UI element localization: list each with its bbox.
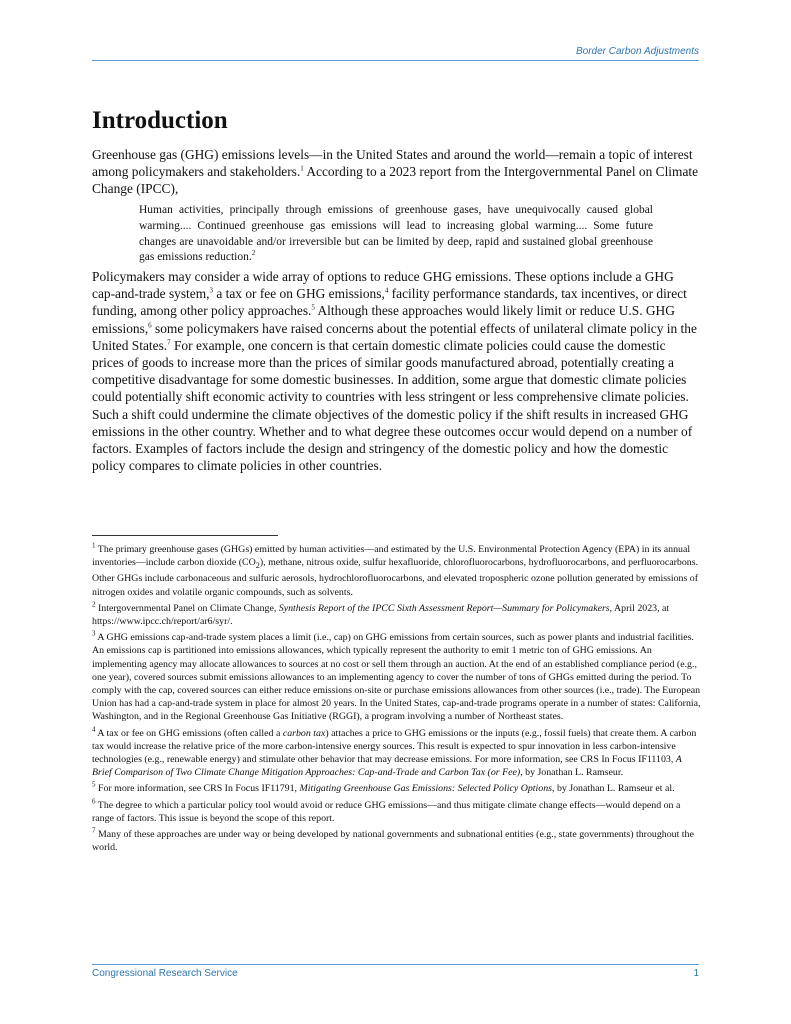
policy-text-b: a tax or fee on GHG emissions, (213, 286, 385, 302)
policy-text-f: For example, one concern is that certain domestic climate policies could cause the domestic prices of goods to increase more than the prices of similar goods manufactured abroad, potentially creating a competitive disadvantage for some domestic businesses. In addition, some argue that domestic climate policies could potentially shift economic activity to countries with less stringent or less comprehensive climate policies. Such a shift could undermine the climate objectives of the domestic policy if the shift results in increased GHG emissions in the other country. Whether and to what degree these outcomes occur would depend on a number of factors. Examples of factors include the design and stringency of the domestic policy and how the domestic policy compares to climate policies in other countries. (92, 337, 693, 474)
footnote-5 (92, 782, 702, 795)
footnote-ref-4[interactable]: 4 (384, 286, 389, 295)
policy-text-d: Although these approaches would likely limit or reduce U.S. GHG emissions, (92, 303, 675, 336)
footnote-ref-1[interactable]: 1 (300, 164, 304, 173)
footnote-text: A GHG emissions cap-and-trade system places a limit (i.e., cap) on GHG emissions from certain sources, such as power plants and industrial facilities. An emissions cap is partitioned into emissions allowances, which typically represent the authority to emit 1 metric ton of GHG emissions. An implementing agency may allocate allowances to sources at no cost or sell them through an auction. At the end of an established compliance period (e.g., one year), covered sources submit emissions allowances to an implementing agency to cover the number of tons of GHGs emitted during the period. To comply with the cap, covered sources can either reduce emissions on-site or purchase emissions allowances from other sources (i.e., trade). The European Union has had a cap-and-trade system in place for almost 20 years. In the United States, cap-and-trade programs operate in a number of states: California, Washington, and in the Regional Greenhouse Gas Initiative (RGGI), a program involving a number of Northeast states. (92, 632, 701, 723)
footnote-text: ), methane, nitrous oxide, sulfur hexafluoride, chlorofluorocarbons, hydrofluorocarbons, and perfluorocarbons. Other GHGs include carbonaceous and sulfuric aerosols, hydrochlorofluorocarbons, and elevated tropospheric ozone pollution generated by emissions of nitrogen oxides and volatile organic compounds, such as solvents. (92, 557, 699, 598)
footnote-number: 4 (92, 725, 96, 734)
footnote-2 (92, 602, 702, 628)
cited-title: Mitigating Greenhouse Gas Emissions: Selected Policy Options (299, 783, 552, 795)
footnote-ref-2[interactable]: 2 (251, 249, 256, 258)
intro-text-b: According to a 2023 report from the Intergovernmental Panel on Climate Change (IPCC), (92, 164, 699, 197)
cited-title: A Brief Comparison of Two Climate Change Mitigation Approaches: Cap-and-Trade and Carbon Tax (or Fee) (92, 754, 682, 779)
footnote-text: Many of these approaches are under way or being developed by national governments and subnational entities (e.g., state governments) throughout the world. (92, 829, 694, 854)
italic-term: carbon tax (282, 727, 326, 739)
footnote-separator (92, 535, 278, 536)
footnote-number: 2 (92, 600, 96, 609)
policy-paragraph (92, 268, 700, 474)
footnote-7 (92, 828, 702, 854)
footnote-4 (92, 727, 702, 780)
footnote-number: 7 (92, 826, 96, 835)
page-header (92, 46, 699, 61)
footnote-ref-6[interactable]: 6 (148, 321, 152, 330)
footnote-ref-3[interactable]: 3 (209, 286, 213, 295)
footnote-ref-5[interactable]: 5 (311, 303, 315, 312)
header-report-title: Border Carbon Adjustments (575, 46, 699, 57)
footnote-text: , April 2023, at https://www.ipcc.ch/report/ar6/syr/. (92, 602, 670, 627)
footnote-1 (92, 543, 702, 599)
footnote-text: The degree to which a particular policy tool would avoid or reduce GHG emissions—and thus mitigate climate change effects—would depend on a range of factors. This issue is beyond the scope of this report. (92, 799, 681, 824)
footnote-number: 3 (92, 629, 96, 638)
quote-text: Human activities, principally through emissions of greenhouse gases, have unequivocally caused global warming.... Continued greenhouse gas emissions will lead to increasing global warming.... Some future changes are unavoidable and/or irreversible but can be limited by deep, rapid and sustained global greenhouse gas emissions reduction. (139, 204, 653, 264)
footnote-text: A tax or fee on GHG emissions (often called a (95, 727, 283, 739)
footnote-text: ) attaches a price to GHG emissions or the inputs (e.g., fossil fuels) that create them. A carbon tax would increase the relative price of the more carbon-intensive energy sources. This result is expected to spur innovation in less carbon-intensive technologies (e.g., renewable energy) and stimulate other behavior that may decrease emissions. For more information, see CRS In Focus IF11103, (92, 727, 697, 766)
cited-title: Synthesis Report of the IPCC Sixth Assessment Report—Summary for Policymakers (278, 602, 610, 614)
page-footer (92, 964, 699, 981)
co2-subscript: 2 (255, 561, 260, 571)
footnote-text: , by Jonathan L. Ramseur et al. (552, 783, 675, 795)
intro-text-a: Greenhouse gas (GHG) emissions levels—in the United States and around the world—remain a topic of interest among policymakers and stakeholders. (92, 147, 693, 180)
policy-text-a: Policymakers may consider a wide array of options to reduce GHG emissions. These options include a GHG cap-and-trade system, (92, 269, 674, 302)
footnote-text: The primary greenhouse gases (GHGs) emitted by human activities—and estimated by the U.S. Environmental Protection Agency (EPA) in its annual inventories—include carbon dioxide (CO (92, 544, 691, 569)
ipcc-block-quote (139, 203, 653, 266)
footnote-number: 5 (92, 781, 96, 790)
footnote-number: 6 (92, 797, 96, 806)
footnote-6 (92, 799, 702, 825)
section-heading: Introduction (92, 107, 228, 134)
intro-paragraph (92, 146, 700, 198)
policy-text-c: facility performance standards, tax incentives, or direct funding, among other policy approaches. (92, 286, 687, 319)
policy-text-e: some policymakers have raised concerns about the potential effects of unilateral climate policy in the United States. (92, 320, 697, 353)
footnote-text: For more information, see CRS In Focus IF11791, (95, 783, 300, 795)
footnote-3 (92, 631, 702, 723)
footnotes (92, 543, 702, 857)
page-number: 1 (693, 968, 699, 979)
footnote-text: , by Jonathan L. Ramseur. (520, 767, 624, 779)
footnote-number: 1 (92, 541, 96, 550)
footnote-ref-7[interactable]: 7 (167, 338, 171, 347)
footnote-text: Intergovernmental Panel on Climate Change, (95, 602, 279, 614)
footer-publisher: Congressional Research Service (92, 968, 238, 979)
